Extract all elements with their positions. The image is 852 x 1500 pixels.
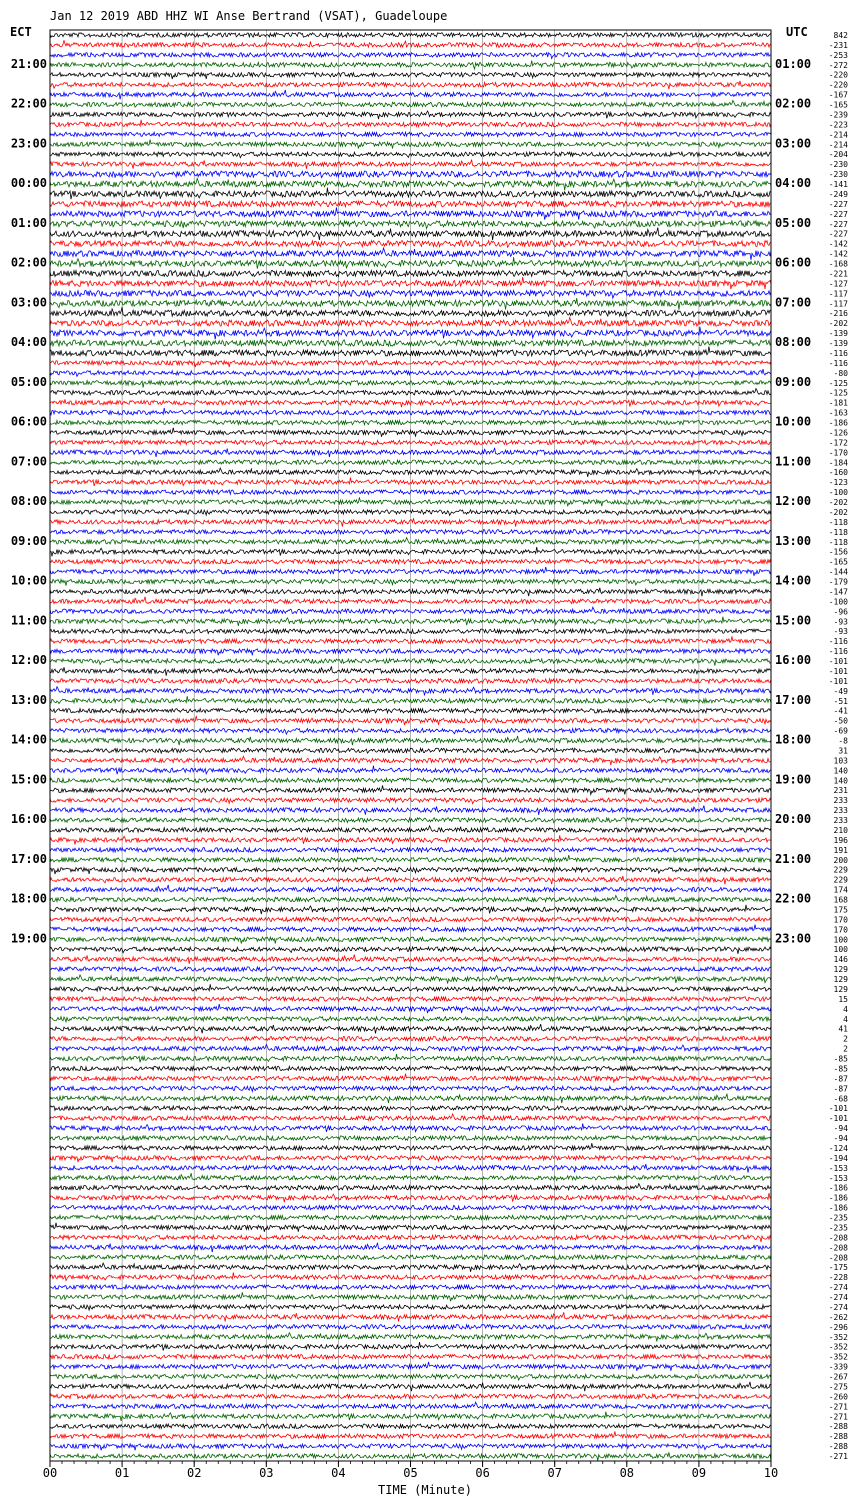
trace-offset-label: -227 [828,209,848,219]
trace-offset-label: -271 [828,1452,848,1462]
x-tick-label: 07 [547,1466,562,1480]
trace-offset-label: 174 [833,885,848,895]
trace-offset-label: 15 [838,994,848,1004]
trace-offset-label: -260 [828,1392,848,1402]
trace-offset-label: -186 [828,1183,848,1193]
trace-offset-label: 129 [833,984,848,994]
left-hour-label: 16:00 [10,812,47,827]
trace-offset-label: 233 [833,806,848,816]
trace-offset-label: 2 [843,1034,848,1044]
right-hour-label: 10:00 [775,414,812,429]
trace-offset-label: -204 [828,150,848,160]
right-hour-label: 03:00 [775,136,812,151]
trace-offset-label: -101 [828,1104,848,1114]
x-tick-label: 03 [259,1466,274,1480]
trace-offset-label: -208 [828,1233,848,1243]
x-tick-label: 09 [691,1466,707,1480]
trace-offset-label: 4 [843,1014,848,1024]
trace-offset-label: -352 [828,1332,848,1342]
right-hour-label: 17:00 [775,692,812,707]
trace-offset-label: -271 [828,1412,848,1422]
left-hour-label: 10:00 [10,573,47,588]
trace-offset-label: -116 [828,358,848,368]
trace-offset-label: -117 [828,289,848,299]
trace-offset-label: -352 [828,1342,848,1352]
trace-offset-label: 100 [833,945,848,955]
trace-offset-label: -216 [828,309,848,319]
trace-offset-label: 210 [833,825,848,835]
trace-offset-label: -126 [828,428,848,438]
trace-offset-label: -139 [828,329,848,339]
trace-offset-label: -214 [828,130,848,140]
left-hour-label: 13:00 [10,692,47,707]
trace-offset-label: -127 [828,279,848,289]
trace-offset-label: -118 [828,517,848,527]
trace-offset-label: -186 [828,418,848,428]
trace-offset-label: -116 [828,348,848,358]
trace-offset-label: -125 [828,378,848,388]
trace-offset-label: 170 [833,925,848,935]
trace-offset-label: -87 [833,1084,848,1094]
trace-offset-label: -339 [828,1362,848,1372]
trace-offset-label: 103 [833,756,848,766]
trace-offset-label: -202 [828,319,848,329]
x-tick-label: 01 [114,1466,130,1480]
trace-offset-label: 200 [833,855,848,865]
trace-offset-label: -208 [828,1243,848,1253]
right-hour-label: 04:00 [775,176,812,191]
x-tick-label: 05 [403,1466,418,1480]
left-hour-label: 19:00 [10,931,47,946]
trace-offset-label: -214 [828,140,848,150]
trace-offset-label: -274 [828,1302,848,1312]
trace-offset-label: -227 [828,219,848,229]
trace-offset-label: -68 [833,1094,848,1104]
trace-offset-label: -202 [828,498,848,508]
trace-offset-label: -271 [828,1402,848,1412]
left-hour-label: 09:00 [10,533,47,548]
right-hour-label: 20:00 [775,812,812,827]
right-hour-label: 12:00 [775,494,812,509]
trace-offset-label: -100 [828,488,848,498]
trace-offset-label: -139 [828,339,848,349]
trace-offset-label: -96 [833,607,848,617]
trace-offset-label: -253 [828,50,848,60]
trace-offset-label: -288 [828,1432,848,1442]
trace-offset-label: 129 [833,975,848,985]
trace-offset-label: -352 [828,1352,848,1362]
trace-offset-label: 229 [833,875,848,885]
trace-offset-label: -93 [833,627,848,637]
trace-offset-label: -231 [828,40,848,50]
trace-offset-label: -223 [828,120,848,130]
trace-offset-label: -227 [828,199,848,209]
left-hour-label: 03:00 [10,295,47,310]
left-hour-label: 23:00 [10,136,47,151]
trace-offset-label: -94 [833,1124,848,1134]
trace-offset-label: -51 [833,696,848,706]
trace-offset-label: -80 [833,368,848,378]
trace-offset-label: -221 [828,269,848,279]
trace-offset-label: -147 [828,587,848,597]
trace-offset-label: -267 [828,1372,848,1382]
trace-offset-label: -101 [828,657,848,667]
trace-offset-label: 233 [833,816,848,826]
trace-offset-label: 229 [833,865,848,875]
trace-offset-label: -249 [828,189,848,199]
trace-offset-label: -101 [828,666,848,676]
x-tick-label: 08 [619,1466,635,1480]
trace-offset-label: -163 [828,408,848,418]
trace-offset-label: -274 [828,1283,848,1293]
trace-offset-label: -144 [828,567,848,577]
trace-offset-label: -101 [828,1114,848,1124]
trace-offset-label: -288 [828,1422,848,1432]
trace-offset-label: 129 [833,965,848,975]
trace-offset-label: -41 [833,706,848,716]
trace-offset-label: -87 [833,1074,848,1084]
trace-offset-label: -170 [828,448,848,458]
left-hour-label: 04:00 [10,335,47,350]
right-hour-label: 09:00 [775,374,812,389]
right-hour-label: 18:00 [775,732,812,747]
trace-offset-label: 196 [833,835,848,845]
x-tick-label: 06 [475,1466,490,1480]
trace-offset-label: -50 [833,716,848,726]
trace-offset-label: 100 [833,935,848,945]
trace-offset-label: -274 [828,1293,848,1303]
trace-offset-label: -118 [828,527,848,537]
trace-offset-label: 233 [833,796,848,806]
trace-offset-label: 41 [838,1024,848,1034]
x-tick-label: 00 [42,1466,58,1480]
axis-labels [11,31,848,1480]
right-hour-label: 15:00 [775,613,812,628]
trace-offset-label: -123 [828,478,848,488]
trace-offset-label: -125 [828,388,848,398]
trace-offset-label: -116 [828,647,848,657]
trace-offset-label: -124 [828,1143,848,1153]
trace-offset-label: -153 [828,1163,848,1173]
trace-offset-label: -186 [828,1203,848,1213]
trace-offset-label: -93 [833,617,848,627]
trace-offset-label: -235 [828,1223,848,1233]
trace-offset-label: -262 [828,1312,848,1322]
left-hour-label: 00:00 [10,176,47,191]
x-tick-label: 02 [186,1466,202,1480]
right-hour-label: 08:00 [775,335,812,350]
x-tick-label: 10 [763,1466,779,1480]
trace-offset-label: 31 [838,746,848,756]
left-hour-label: 21:00 [10,56,47,71]
trace-offset-label: -228 [828,1273,848,1283]
trace-offset-label: -296 [828,1322,848,1332]
trace-offset-label: -235 [828,1213,848,1223]
trace-offset-label: -100 [828,597,848,607]
trace-offset-label: -156 [828,547,848,557]
trace-offset-label: -194 [828,1153,848,1163]
left-hour-label: 18:00 [10,891,47,906]
trace-offset-label: -69 [833,726,848,736]
trace-offset-label: -94 [833,1134,848,1144]
right-hour-label: 14:00 [775,573,812,588]
right-hour-label: 05:00 [775,215,812,230]
trace-offset-label: 4 [843,1004,848,1014]
left-hour-label: 22:00 [10,96,47,111]
trace-offset-label: -153 [828,1173,848,1183]
right-hour-label: 02:00 [775,96,812,111]
trace-offset-label: -175 [828,1263,848,1273]
trace-offset-label: -49 [833,686,848,696]
right-hour-label: 19:00 [775,772,812,787]
left-hour-label: 02:00 [10,255,47,270]
trace-offset-label: -142 [828,249,848,259]
left-hour-label: 11:00 [10,613,47,628]
trace-offset-label: -272 [828,60,848,70]
trace-offset-label: 168 [833,895,848,905]
trace-offset-label: -186 [828,1193,848,1203]
trace-offset-label: -167 [828,90,848,100]
left-hour-label: 15:00 [10,772,47,787]
trace-offset-label: 231 [833,786,848,796]
trace-offset-label: -179 [828,577,848,587]
trace-offset-label: -142 [828,239,848,249]
trace-offset-label: 175 [833,905,848,915]
left-hour-label: 07:00 [10,454,47,469]
trace-offset-label: -227 [828,229,848,239]
trace-offset-label: -220 [828,70,848,80]
trace-offset-label: -275 [828,1382,848,1392]
trace-offset-label: -168 [828,259,848,269]
trace-offset-label: -172 [828,438,848,448]
trace-offset-label: -8 [838,736,848,746]
trace-offset-label: 842 [833,30,848,40]
right-hour-label: 11:00 [775,454,812,469]
trace-offset-label: -165 [828,100,848,110]
trace-offset-label: -116 [828,637,848,647]
right-hour-label: 23:00 [775,931,812,946]
right-hour-label: 13:00 [775,533,812,548]
trace-offset-label: -181 [828,398,848,408]
trace-offset-label: -141 [828,180,848,190]
right-timezone-label: UTC [786,25,808,39]
trace-offset-label: -165 [828,557,848,567]
trace-offset-label: -118 [828,537,848,547]
x-axis-label: TIME (Minute) [378,1483,472,1497]
trace-offset-label: 140 [833,776,848,786]
trace-offset-label: -101 [828,676,848,686]
trace-offset-label: 191 [833,845,848,855]
left-hour-label: 06:00 [10,414,47,429]
trace-offset-label: -288 [828,1442,848,1452]
trace-offset-label: -239 [828,110,848,120]
left-hour-label: 17:00 [10,851,47,866]
x-tick-label: 04 [331,1466,346,1480]
trace-offset-label: -220 [828,80,848,90]
trace-offset-label: -202 [828,507,848,517]
trace-offset-label: -160 [828,468,848,478]
trace-offset-label: 2 [843,1044,848,1054]
trace-offset-label: -85 [833,1054,848,1064]
chart-title: Jan 12 2019 ABD HHZ WI Anse Bertrand (VSAT), Guadeloupe [50,9,448,23]
left-hour-label: 05:00 [10,374,47,389]
trace-offset-label: -184 [828,458,848,468]
trace-offset-label: 146 [833,955,848,965]
trace-offset-label: 140 [833,766,848,776]
trace-offset-label: -230 [828,160,848,170]
trace-offset-label: 170 [833,915,848,925]
left-hour-label: 08:00 [10,494,47,509]
left-hour-label: 12:00 [10,653,47,668]
right-hour-label: 21:00 [775,851,812,866]
left-hour-label: 14:00 [10,732,47,747]
left-hour-label: 01:00 [10,215,47,230]
right-hour-label: 01:00 [775,56,812,71]
right-hour-label: 16:00 [775,653,812,668]
trace-offset-label: -230 [828,170,848,180]
left-timezone-label: ECT [10,25,32,39]
right-hour-label: 06:00 [775,255,812,270]
right-hour-label: 07:00 [775,295,812,310]
trace-offset-label: -85 [833,1064,848,1074]
right-hour-label: 22:00 [775,891,812,906]
trace-offset-label: -208 [828,1253,848,1263]
trace-offset-label: -117 [828,299,848,309]
